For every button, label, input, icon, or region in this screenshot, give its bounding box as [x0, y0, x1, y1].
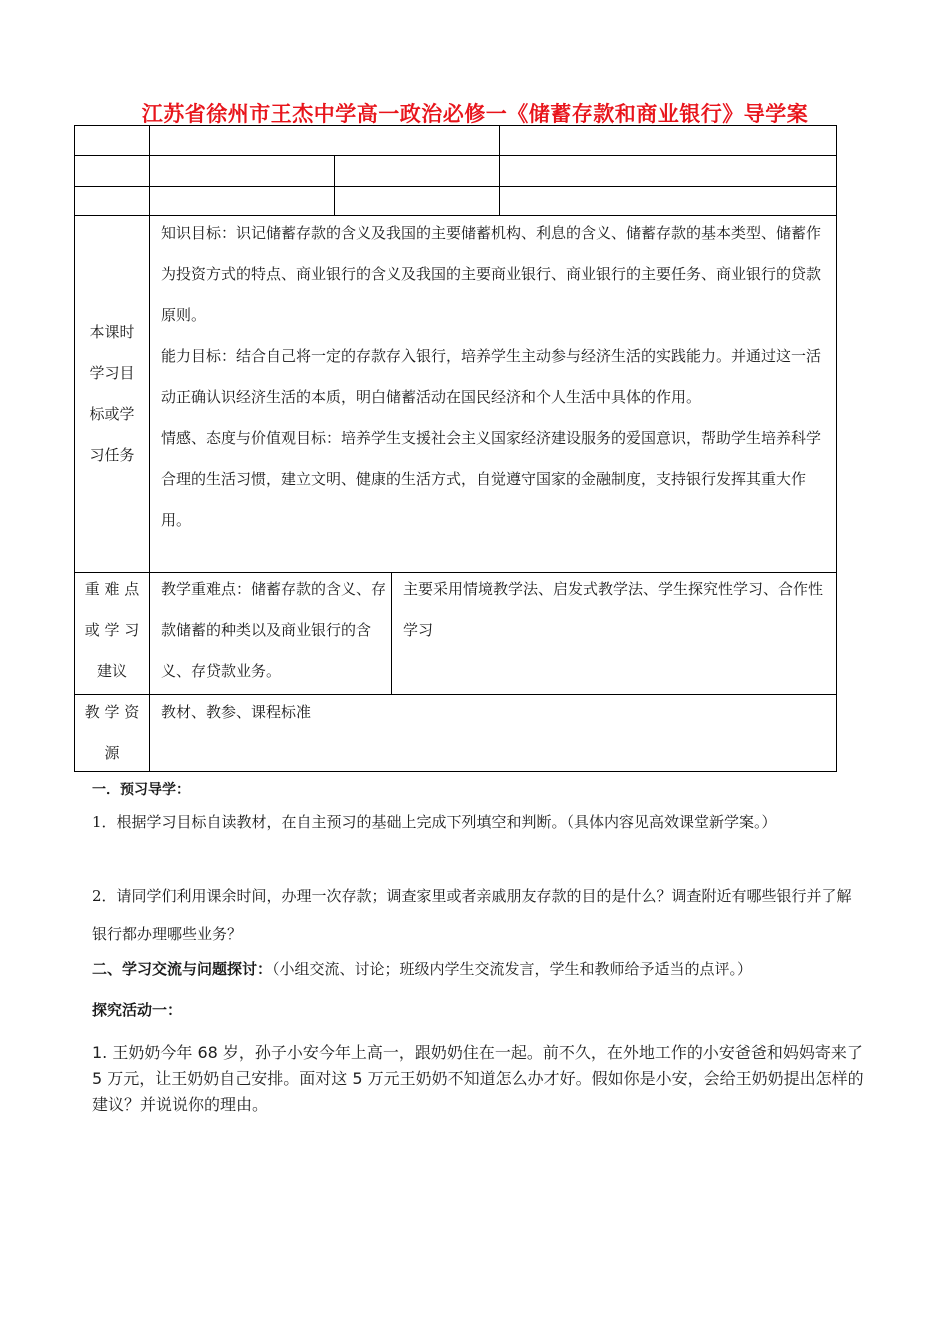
preview-heading: 一．预习导学： — [92, 782, 190, 798]
method-content: 主要采用情境教学法、启发式教学法、学生探究性学习、合作性学习 — [403, 580, 824, 639]
exchange-note: （小组交流、讨论；班级内学生交流发言，学生和教师给予适当的点评。） — [272, 960, 753, 978]
exchange-section — [92, 950, 864, 988]
resources-content: 教材、教参、课程标准 — [161, 703, 312, 721]
activity-heading: 探究活动一： — [92, 1001, 183, 1019]
emotion-goal: 情感、态度与价值观目标：培养学生支援社会主义国家经济建设服务的爱国意识，帮助学生培养科学合理的生活习惯，建立文明、健康的生活方式，自觉遵守国家的金融制度，支持银行发挥其重大作用。 — [161, 429, 822, 529]
knowledge-goal: 知识目标：识记储蓄存款的含义及我国的主要储蓄机构、利息的含义、储蓄存款的基本类型、储蓄作为投资方式的特点、商业银行的含义及我国的主要商业银行、商业银行的主要任务、商业银行的贷款原则。 — [161, 224, 822, 324]
resources-label: 教 学 资 源 — [84, 703, 140, 762]
preview-item-1: 1．根据学习目标自读教材，在自主预习的基础上完成下列填空和判断。（具体内容见高效课堂新学案。） — [92, 813, 777, 831]
preview-item-2: 2．请同学们利用课余时间，办理一次存款；调查家里或者亲戚朋友存款的目的是什么？调查附近有哪些银行并了解银行都办理哪些业务？ — [92, 887, 852, 943]
exchange-heading: 二、学习交流与问题探讨： — [92, 960, 273, 978]
lesson-plan-table — [74, 125, 837, 772]
difficulty-content: 教学重难点：储蓄存款的含义、存款储蓄的种类以及商业银行的含义、存贷款业务。 — [161, 580, 387, 680]
ability-goal: 能力目标：结合自己将一定的存款存入银行，培养学生主动参与经济生活的实践能力。并通过这一活动正确认识经济生活的本质，明白储蓄活动在国民经济和个人生活中具体的作用。 — [161, 347, 822, 406]
objectives-label: 本课时 学习目 标或学 习任务 — [89, 323, 135, 464]
difficulty-label: 重 难 点 或 学 习 建议 — [84, 580, 140, 680]
objectives-content — [161, 213, 827, 541]
activity-question: 1. 王奶奶今年 68 岁，孙子小安今年上高一，跟奶奶住在一起。前不久，在外地工作的小安爸爸和妈妈寄来了 5 万元，让王奶奶自己安排。面对这 5 万元王奶奶不知道怎么办才好。假如你是小安，会给王奶奶提出怎样的建议？并说说你的理由。 — [92, 1043, 864, 1114]
page-title: 江苏省徐州市王杰中学高一政治必修一《储蓄存款和商业银行》导学案 — [141, 102, 809, 126]
